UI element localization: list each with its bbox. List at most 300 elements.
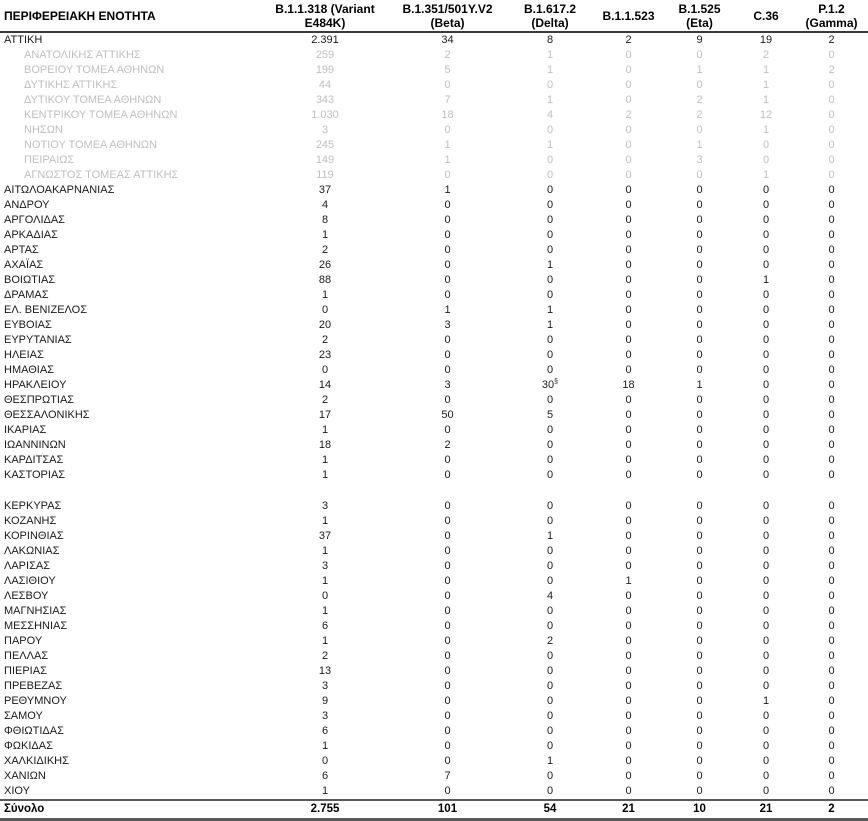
table-row: [0, 288, 868, 303]
value-cell: 0: [696, 259, 703, 271]
column-header-c36: C.36: [737, 0, 795, 32]
value-cell: 3: [321, 500, 329, 512]
value-cell: 0: [546, 184, 554, 196]
table-row: [0, 468, 868, 483]
region-name-cell: ΧΑΛΚΙΔΙΚΗΣ: [4, 755, 69, 767]
value-cell: 0: [762, 304, 770, 316]
value-cell: 0: [696, 424, 703, 436]
value-cell: 34: [441, 34, 454, 46]
value-cell: 0: [625, 64, 632, 76]
region-name-cell: ΕΛ. ΒΕΝΙΖΕΛΟΣ: [4, 304, 87, 316]
table-row: [0, 604, 868, 619]
value-cell: 0: [828, 409, 835, 421]
value-cell: 0: [828, 124, 835, 136]
value-cell: 0: [546, 349, 554, 361]
value-cell: 0: [444, 785, 451, 797]
region-name-cell: [0, 483, 260, 499]
region-name-cell: ΘΕΣΠΡΩΤΙΑΣ: [4, 394, 75, 406]
value-cell: 0: [625, 439, 632, 451]
value-cell: 37: [318, 530, 332, 542]
value-cell: 0: [444, 740, 451, 752]
value-cell: 0: [828, 109, 835, 121]
table-row: [0, 243, 868, 258]
value-cell: 0: [762, 725, 770, 737]
value-cell: 0: [696, 725, 703, 737]
value-cell: 1: [321, 785, 329, 797]
value-cell: 0: [546, 364, 554, 376]
table-row: [0, 694, 868, 709]
value-cell: 0: [696, 289, 703, 301]
region-name-cell: ΠΑΡΟΥ: [4, 635, 43, 647]
value-cell: 0: [828, 244, 835, 256]
value-cell: 0: [696, 79, 703, 91]
value-cell: 0: [762, 635, 770, 647]
region-name-cell: ΗΜΑΘΙΑΣ: [4, 364, 54, 376]
value-cell: 0: [762, 590, 770, 602]
value-cell: 0: [321, 590, 329, 602]
table-body: [0, 32, 868, 800]
value-cell: 0: [828, 650, 835, 662]
value-cell: 0: [828, 259, 835, 271]
table-row: [0, 363, 868, 378]
value-cell: 0: [828, 394, 835, 406]
value-cell: 0: [546, 575, 554, 587]
value-cell: 0: [444, 244, 451, 256]
value-cell: 0: [625, 424, 632, 436]
value-cell: 1: [444, 184, 451, 196]
value-cell: 0: [828, 770, 835, 782]
region-name-cell: ΠΕΙΡΑΙΩΣ: [24, 154, 75, 166]
region-name-cell: ΠΙΕΡΙΑΣ: [4, 665, 47, 677]
value-cell: 26: [318, 259, 332, 271]
value-cell: 1: [696, 139, 703, 151]
region-name-cell: ΚΑΣΤΟΡΙΑΣ: [4, 469, 66, 481]
value-cell: 0: [546, 620, 554, 632]
table-row: [0, 198, 868, 213]
table-row: [0, 679, 868, 694]
value-cell: 0: [546, 560, 554, 572]
value-cell: 343: [315, 94, 335, 106]
value-cell: 0: [696, 770, 703, 782]
value-cell: 0: [625, 259, 632, 271]
value-cell: 0: [828, 319, 835, 331]
value-cell: 5: [546, 409, 554, 421]
value-cell: 0: [625, 274, 632, 286]
value-cell: 1: [321, 454, 329, 466]
value-cell: 0: [828, 214, 835, 226]
total-value-c36: 21: [737, 800, 795, 820]
value-cell: 0: [625, 650, 632, 662]
value-cell: 0: [444, 650, 451, 662]
value-cell: 0: [828, 349, 835, 361]
value-cell: 0: [625, 289, 632, 301]
region-name-cell: ΑΡΚΑΔΙΑΣ: [4, 229, 58, 241]
region-name-cell: ΧΑΝΙΩΝ: [4, 770, 46, 782]
value-cell: 0: [762, 394, 770, 406]
value-cell: 0: [762, 530, 770, 542]
value-cell: 0: [546, 500, 554, 512]
value-cell: 0: [696, 124, 703, 136]
value-cell: 0: [625, 515, 632, 527]
value-cell: 0: [828, 680, 835, 692]
value-cell: 1: [444, 304, 451, 316]
value-cell: 0: [625, 560, 632, 572]
table-row: [0, 784, 868, 800]
value-cell: 0: [696, 244, 703, 256]
value-cell: 0: [696, 605, 703, 617]
value-cell: 0: [625, 710, 632, 722]
value-cell: 0: [762, 199, 770, 211]
region-name-cell: ΒΟΙΩΤΙΑΣ: [4, 274, 56, 286]
table-row: [0, 228, 868, 243]
value-cell: 0: [625, 214, 632, 226]
value-cell: 0: [762, 349, 770, 361]
value-cell: 2: [321, 650, 329, 662]
value-cell: 0: [696, 785, 703, 797]
value-cell: 0: [696, 545, 703, 557]
value-cell: 2: [625, 34, 632, 46]
value-cell: 0: [828, 274, 835, 286]
total-value-delta: 54: [505, 800, 595, 820]
value-cell: 1: [546, 94, 554, 106]
value-cell: 4: [321, 199, 329, 211]
value-cell: 0: [762, 184, 770, 196]
table-row: [0, 709, 868, 724]
table-row: [0, 348, 868, 363]
value-cell: 3: [321, 710, 329, 722]
value-cell: 0: [625, 169, 632, 181]
value-cell: 0: [546, 334, 554, 346]
value-cell: 0: [546, 169, 554, 181]
value-cell: 2: [444, 49, 451, 61]
value-cell: 0: [696, 229, 703, 241]
value-cell: 0: [696, 349, 703, 361]
value-cell: 0: [696, 319, 703, 331]
column-header-b11318: B.1.1.318 (Variant E484K): [260, 0, 390, 32]
value-cell: 0: [444, 394, 451, 406]
total-value-b11318: 2.755: [260, 800, 390, 820]
value-cell: 9: [696, 34, 703, 46]
value-cell: 0: [762, 439, 770, 451]
value-cell: 0: [828, 620, 835, 632]
value-cell: 0: [444, 349, 451, 361]
value-cell: 0: [444, 695, 451, 707]
region-name-cell: ΛΑΚΩΝΙΑΣ: [4, 545, 60, 557]
value-cell: 0: [444, 575, 451, 587]
value-cell: 0: [546, 469, 554, 481]
table-row: [0, 168, 868, 183]
value-cell: 1: [321, 740, 329, 752]
value-cell: 0: [828, 545, 835, 557]
value-cell: [595, 483, 662, 499]
table-row: [0, 153, 868, 168]
region-name-cell: ΜΑΓΝΗΣΙΑΣ: [4, 605, 67, 617]
value-cell: 0: [828, 695, 835, 707]
region-name-cell: ΑΤΤΙΚΗ: [4, 34, 43, 46]
value-cell: 2: [321, 244, 329, 256]
value-cell: 1: [321, 469, 329, 481]
value-cell: 0: [625, 49, 632, 61]
value-cell: 0: [696, 680, 703, 692]
value-cell: 0: [828, 740, 835, 752]
value-cell: 0: [444, 725, 451, 737]
value-cell: 1: [546, 304, 554, 316]
value-cell: 0: [444, 590, 451, 602]
value-cell: 1: [546, 139, 554, 151]
value-cell: 0: [444, 214, 451, 226]
value-cell: 0: [625, 79, 632, 91]
value-cell: 0: [444, 560, 451, 572]
value-cell: 0: [625, 740, 632, 752]
table-row: [0, 559, 868, 574]
value-cell: 0: [321, 755, 329, 767]
value-cell: 2: [321, 334, 329, 346]
region-name-cell: ΡΕΘΥΜΝΟΥ: [4, 695, 67, 707]
region-name-cell: ΗΛΕΙΑΣ: [4, 349, 44, 361]
value-cell: 0: [762, 710, 770, 722]
value-cell: 0: [546, 274, 554, 286]
value-cell: 0: [546, 680, 554, 692]
value-cell: 0: [762, 469, 770, 481]
table-row: [0, 634, 868, 649]
region-name-cell: ΚΕΡΚΥΡΑΣ: [4, 500, 62, 512]
value-cell: 0: [546, 214, 554, 226]
region-name-cell: ΚΕΝΤΡΙΚΟΥ ΤΟΜΕΑ ΑΘΗΝΩΝ: [24, 109, 178, 121]
value-cell: 0: [625, 394, 632, 406]
value-cell: 1: [762, 695, 770, 707]
value-cell: 0: [625, 605, 632, 617]
region-name-cell: ΑΓΝΩΣΤΟΣ ΤΟΜΕΑΣ ΑΤΤΙΚΗΣ: [24, 169, 179, 181]
value-cell: 1: [546, 319, 554, 331]
value-cell: 44: [318, 79, 332, 91]
table-row: [0, 93, 868, 108]
value-cell: 0: [696, 575, 703, 587]
footnote-marker: §: [554, 378, 559, 386]
table-row: [0, 423, 868, 438]
value-cell: 0: [444, 259, 451, 271]
region-name-cell: ΗΡΑΚΛΕΙΟΥ: [4, 379, 67, 391]
table-row: [0, 333, 868, 348]
value-cell: 0: [625, 590, 632, 602]
region-name-cell: ΝΗΣΩΝ: [24, 124, 63, 136]
value-cell: 0: [546, 439, 554, 451]
value-cell: 20: [318, 319, 332, 331]
value-cell: 0: [828, 334, 835, 346]
value-cell: 1: [696, 379, 703, 391]
region-name-cell: ΜΕΣΣΗΝΙΑΣ: [4, 620, 68, 632]
value-cell: 5: [444, 64, 451, 76]
region-name-cell: ΚΟΡΙΝΘΙΑΣ: [4, 530, 64, 542]
value-cell: 0: [696, 650, 703, 662]
value-cell: 4: [546, 109, 554, 121]
value-cell: 0: [762, 680, 770, 692]
value-cell: 0: [546, 740, 554, 752]
region-name-cell: ΙΚΑΡΙΑΣ: [4, 424, 47, 436]
table-row: [0, 574, 868, 589]
value-cell: 88: [318, 274, 332, 286]
value-cell: 0: [546, 770, 554, 782]
value-cell: 0: [828, 725, 835, 737]
value-cell: 0: [762, 139, 770, 151]
value-cell: 0: [444, 274, 451, 286]
value-cell: 1: [321, 424, 329, 436]
value-cell: 259: [315, 49, 335, 61]
value-cell: 0: [762, 515, 770, 527]
table-row: [0, 453, 868, 468]
value-cell: 2: [828, 34, 835, 46]
value-cell: 1: [321, 229, 329, 241]
value-cell: 37: [318, 184, 332, 196]
value-cell: 0: [444, 665, 451, 677]
total-label: Σύνολο: [0, 800, 260, 820]
value-cell: 0: [828, 364, 835, 376]
value-cell: 0: [828, 469, 835, 481]
value-cell: 0: [828, 304, 835, 316]
value-cell: 0: [546, 605, 554, 617]
value-cell: 12: [759, 109, 773, 121]
value-cell: 0: [625, 199, 632, 211]
value-cell: 6: [321, 770, 329, 782]
region-name-cell: ΦΩΚΙΔΑΣ: [4, 740, 53, 752]
value-cell: 0: [762, 229, 770, 241]
value-cell: 7: [444, 94, 451, 106]
value-cell: 0: [762, 289, 770, 301]
value-cell: 0: [444, 454, 451, 466]
value-cell: 0: [762, 214, 770, 226]
value-cell: 0: [625, 620, 632, 632]
region-name-cell: ΝΟΤΙΟΥ ΤΟΜΕΑ ΑΘΗΝΩΝ: [24, 139, 157, 151]
value-cell: 0: [828, 379, 835, 391]
value-cell: 0: [762, 154, 770, 166]
value-cell: 1.030: [311, 109, 339, 121]
column-header-gamma: P.1.2 (Gamma): [795, 0, 868, 32]
value-cell: 0: [762, 560, 770, 572]
value-cell: 0: [625, 695, 632, 707]
value-cell: 9: [321, 695, 329, 707]
value-cell: 0: [444, 364, 451, 376]
table-row: [0, 48, 868, 63]
table-row: [0, 123, 868, 138]
spacer-row: [0, 483, 868, 499]
value-cell: 245: [315, 139, 335, 151]
value-cell: 1: [762, 64, 770, 76]
value-cell: 0: [444, 680, 451, 692]
column-header-eta: B.1.525 (Eta): [662, 0, 737, 32]
value-cell: 0: [444, 169, 451, 181]
table-row: [0, 108, 868, 123]
value-cell: 1: [762, 169, 770, 181]
value-cell: 0: [696, 469, 703, 481]
value-cell: 0: [625, 229, 632, 241]
value-cell: 0: [625, 725, 632, 737]
value-cell: 0: [828, 454, 835, 466]
value-cell: 0: [828, 605, 835, 617]
value-cell: 6: [321, 620, 329, 632]
value-cell: 23: [318, 349, 332, 361]
value-cell: 0: [444, 199, 451, 211]
value-cell: 0: [625, 469, 632, 481]
region-name-cell: ΦΘΙΩΤΙΔΑΣ: [4, 725, 64, 737]
value-cell: 3: [444, 379, 451, 391]
value-cell: [662, 483, 737, 499]
value-cell: 1: [762, 79, 770, 91]
value-cell: 0: [762, 605, 770, 617]
value-cell: 3: [321, 560, 329, 572]
value-cell: 0: [625, 184, 632, 196]
table-row: [0, 63, 868, 78]
region-name-cell: ΑΧΑΪΑΣ: [4, 259, 44, 271]
value-cell: 0: [696, 620, 703, 632]
value-cell: 0: [762, 740, 770, 752]
region-name-cell: ΑΝΔΡΟΥ: [4, 199, 50, 211]
value-cell: 1: [321, 545, 329, 557]
value-cell: 0: [828, 439, 835, 451]
table-row: [0, 32, 868, 48]
column-header-b11523: B.1.1.523: [595, 0, 662, 32]
value-cell: 3: [444, 319, 451, 331]
value-cell: 0: [696, 710, 703, 722]
region-name-cell: ΕΥΒΟΙΑΣ: [4, 319, 52, 331]
table-row: [0, 664, 868, 679]
value-cell: 0: [625, 755, 632, 767]
value-cell: 0: [444, 530, 451, 542]
value-cell: 2: [762, 49, 770, 61]
table-row: [0, 378, 868, 393]
table-row: [0, 393, 868, 408]
value-cell: 0: [625, 139, 632, 151]
region-name-cell: ΚΑΡΔΙΤΣΑΣ: [4, 454, 64, 466]
value-cell: 0: [625, 94, 632, 106]
value-cell: 0: [696, 515, 703, 527]
total-row: [0, 800, 868, 820]
total-value-b11523: 21: [595, 800, 662, 820]
total-value-eta: 10: [662, 800, 737, 820]
value-cell: 0: [444, 500, 451, 512]
value-cell: 0: [444, 545, 451, 557]
value-cell: 0: [828, 590, 835, 602]
value-cell: 0: [762, 409, 770, 421]
value-cell: 0: [762, 244, 770, 256]
value-cell: 0: [625, 409, 632, 421]
value-cell: 119: [316, 169, 334, 181]
value-cell: 2.391: [311, 34, 339, 46]
value-cell: 0: [762, 755, 770, 767]
value-cell: 0: [828, 785, 835, 797]
value-cell: 19: [759, 34, 773, 46]
region-name-cell: ΣΑΜΟΥ: [4, 710, 43, 722]
value-cell: 0: [762, 785, 770, 797]
value-cell: 0: [546, 79, 554, 91]
value-cell: 0: [828, 49, 835, 61]
value-cell: [737, 483, 795, 499]
value-cell: 0: [444, 424, 451, 436]
value-cell: 1: [444, 139, 451, 151]
region-name-cell: ΔΥΤΙΚΟΥ ΤΟΜΕΑ ΑΘΗΝΩΝ: [24, 94, 162, 106]
value-cell: [260, 483, 390, 499]
value-cell: 0: [625, 304, 632, 316]
value-cell: 0: [321, 304, 329, 316]
value-cell: 0: [625, 500, 632, 512]
value-cell: 0: [546, 229, 554, 241]
value-cell: 0: [762, 620, 770, 632]
value-cell: 3: [696, 154, 703, 166]
value-cell: 1: [546, 259, 554, 271]
value-cell: 0: [444, 334, 451, 346]
value-cell: 0: [444, 515, 451, 527]
value-cell: 0: [762, 364, 770, 376]
table-row: [0, 649, 868, 664]
value-cell: 2: [625, 109, 632, 121]
